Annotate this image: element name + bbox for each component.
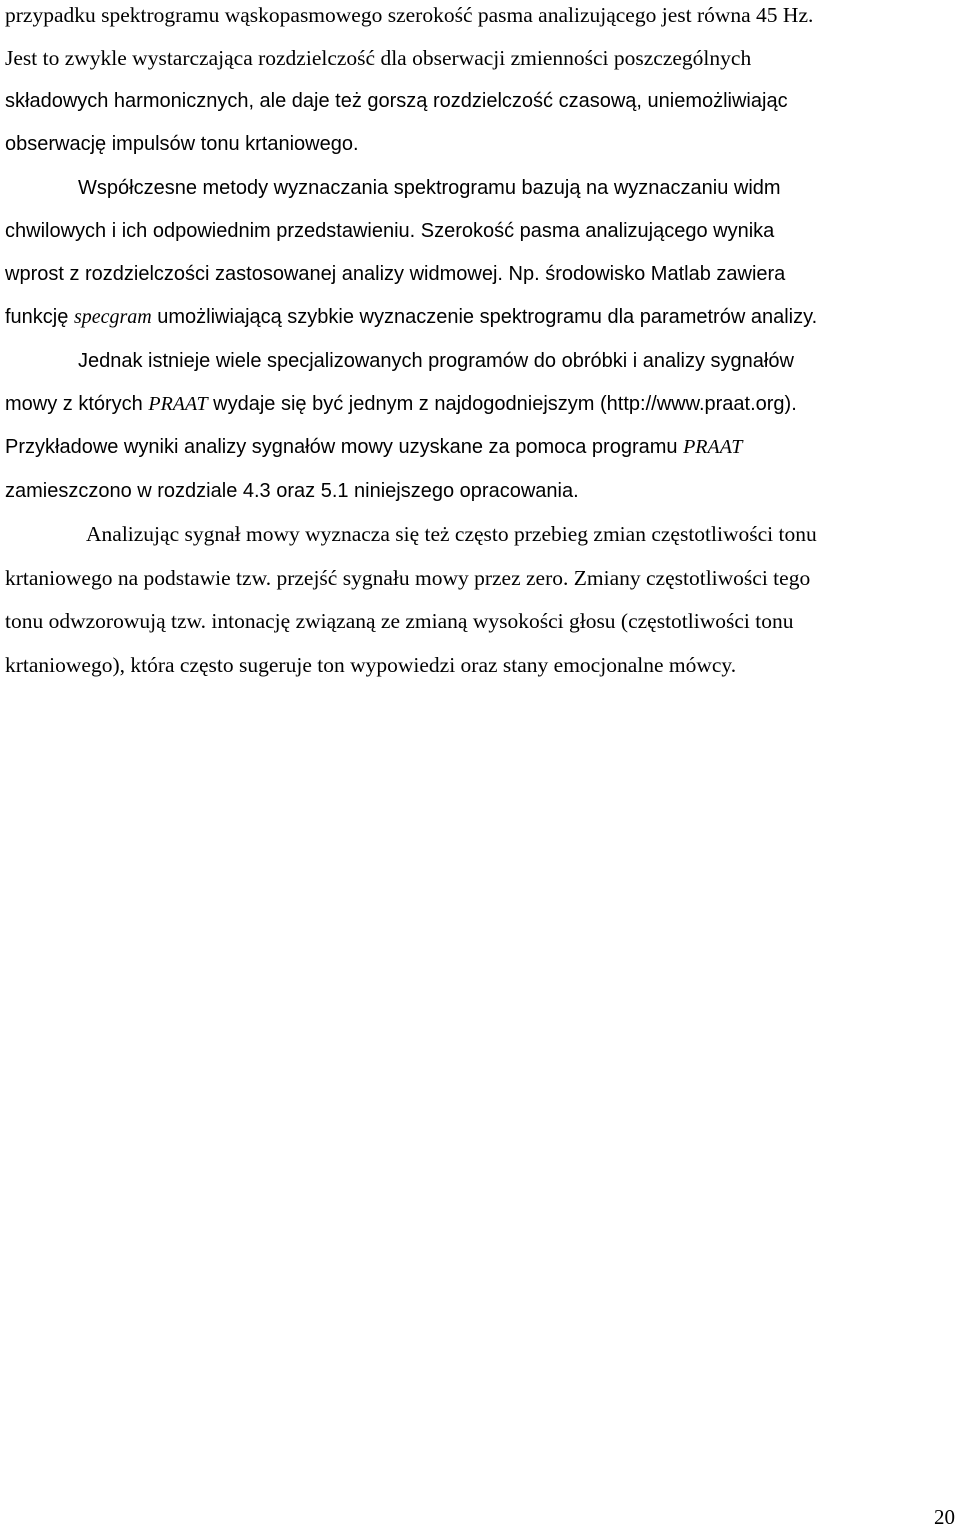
text-line: zamieszczono w rozdziale 4.3 oraz 5.1 niniejszego opracowania. — [5, 480, 579, 502]
text-line: chwilowych i ich odpowiednim przedstawieniu. Szerokość pasma analizującego wynika — [5, 220, 775, 242]
text-line: składowych harmonicznych, ale daje też gorszą rozdzielczość czasową, uniemożliwiając — [5, 90, 788, 112]
text-line: obserwację impulsów tonu krtaniowego. — [5, 133, 359, 155]
text-line — [5, 303, 817, 331]
text-segment: umożliwiającą szybkie wyznaczenie spektrogramu dla parametrów analizy. — [151, 306, 818, 328]
program-name: PRAAT — [148, 393, 208, 415]
text-line: Analizując sygnał mowy wyznacza się też często przebieg zmian częstotliwości tonu — [86, 522, 817, 546]
code-term: specgram — [73, 306, 152, 328]
text-line: Jest to zwykle wystarczająca rozdzielczość dla obserwacji zmienności poszczególnych — [5, 46, 752, 70]
program-name: PRAAT — [683, 436, 743, 458]
text-line — [5, 433, 742, 461]
text-segment: funkcję — [5, 306, 74, 328]
text-line: tonu odwzorowują tzw. intonację związaną ze zmianą wysokości głosu (częstotliwości tonu — [5, 609, 794, 633]
text-line — [5, 390, 797, 418]
text-line: krtaniowego na podstawie tzw. przejść sygnału mowy przez zero. Zmiany częstotliwości tego — [5, 566, 811, 590]
text-line: krtaniowego), która często sugeruje ton wypowiedzi oraz stany emocjonalne mówcy. — [5, 653, 737, 677]
text-segment: Przykładowe wyniki analizy sygnałów mowy uzyskane za pomoca programu — [5, 436, 684, 458]
text-line: przypadku spektrogramu wąskopasmowego szerokość pasma analizującego jest równa 45 Hz. — [5, 3, 814, 27]
page-number: 20 — [934, 1505, 955, 1529]
text-segment: wydaje się być jednym z najdogodniejszym (http://www.praat.org). — [207, 393, 797, 415]
text-line: wprost z rozdzielczości zastosowanej analizy widmowej. Np. środowisko Matlab zawiera — [5, 263, 786, 285]
text-line: Jednak istnieje wiele specjalizowanych programów do obróbki i analizy sygnałów — [78, 350, 794, 372]
text-line: Współczesne metody wyznaczania spektrogramu bazują na wyznaczaniu widm — [78, 177, 781, 199]
text-segment: mowy z których — [5, 393, 149, 415]
